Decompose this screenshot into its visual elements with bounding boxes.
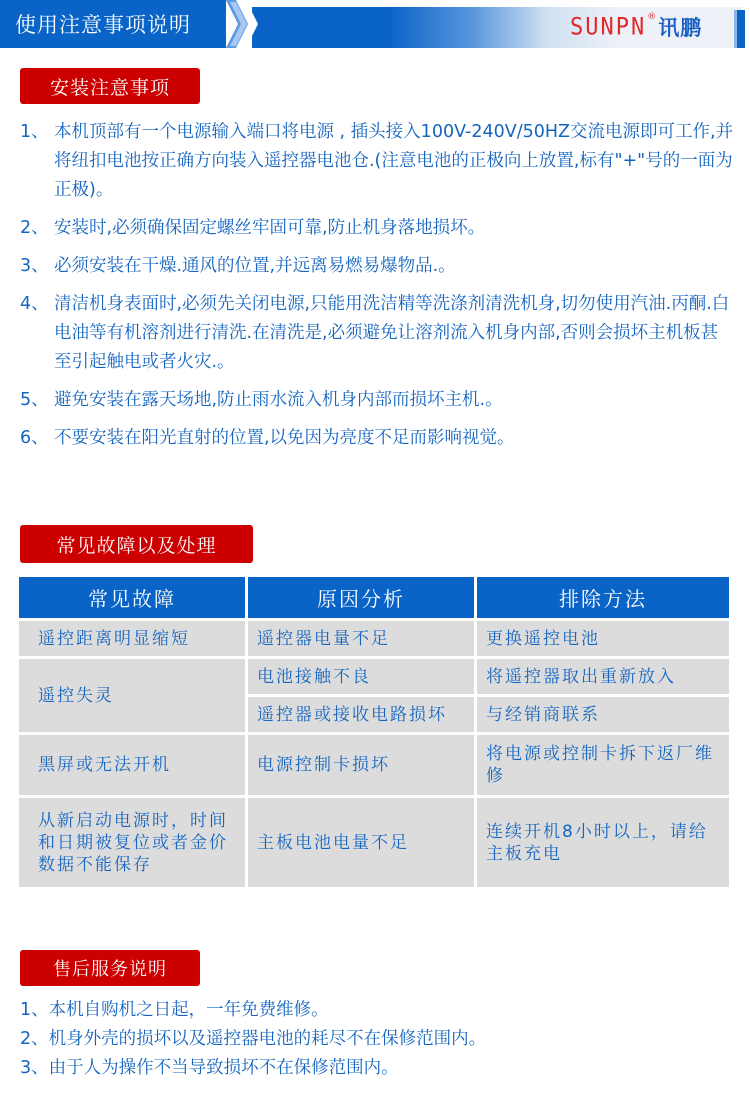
list-item [20,1054,486,1083]
cell-fault: 从新启动电源时，时间和日期被复位或者金价数据不能保存 [19,798,245,887]
cell-fault: 遥控距离明显缩短 [19,621,245,656]
cell-fix: 连续开机8小时以上，请给主板充电 [477,798,729,887]
service-section-heading: 售后服务说明 [20,950,200,986]
column-header-fix: 排除方法 [477,577,729,618]
page-title: 使用注意事项说明 [15,13,191,37]
page-header [0,0,750,50]
table-header-row [19,577,729,618]
logo-sunpn: SUNPN [570,13,647,41]
fault-table [16,574,732,890]
item-text: 本机自购机之日起，一年免费维修。 [48,1000,329,1020]
header-title-block [0,0,226,48]
cell-cause: 主板电池电量不足 [248,798,474,887]
cell-fault: 黑屏或无法开机 [19,735,245,795]
list-item [20,1025,486,1054]
item-number: 1、 [20,1000,49,1020]
item-text: 避免安装在露天场地,防止雨水流入机身内部而损坏主机.。 [54,390,503,410]
brand-logo [570,10,702,44]
double-chevron-icon [214,0,264,50]
column-header-fault: 常见故障 [19,577,245,618]
item-number: 4、 [20,294,49,314]
item-number: 2、 [20,218,49,238]
item-number: 2、 [20,1029,49,1049]
list-item [20,996,486,1025]
item-text: 由于人为操作不当导致损坏不在保修范围内。 [48,1058,399,1078]
cell-fix: 与经销商联系 [477,697,729,732]
table-row [19,798,729,887]
cell-fix: 将遥控器取出重新放入 [477,659,729,694]
list-item [20,424,735,453]
item-text: 安装时,必须确保固定螺丝牢固可靠,防止机身落地损坏。 [54,218,486,238]
cell-fix: 将电源或控制卡拆下返厂维修 [477,735,729,795]
registered-mark: ® [647,12,657,22]
install-list [20,118,735,462]
list-item [20,118,735,205]
item-text: 不要安装在阳光直射的位置,以免因为亮度不足而影响视觉。 [54,428,515,448]
table-row [19,735,729,795]
cell-cause: 电池接触不良 [248,659,474,694]
cell-fix: 更换遥控电池 [477,621,729,656]
cell-cause: 遥控器或接收电路损坏 [248,697,474,732]
list-item [20,290,735,377]
service-list [20,996,486,1083]
item-number: 6、 [20,428,49,448]
list-item [20,214,735,243]
item-number: 3、 [20,1058,49,1078]
faults-section-heading: 常见故障以及处理 [20,525,253,563]
column-header-cause: 原因分析 [248,577,474,618]
item-text: 本机顶部有一个电源输入端口将电源 , 插头接入100V-240V/50HZ交流电源即可工作,并将纽扣电池按正确方向装入遥控器电池仓.(注意电池的正极向上放置,标有"+"号的一面为正极)。 [54,122,734,200]
logo-chinese-name: 讯鹏 [658,16,703,40]
item-number: 5、 [20,390,49,410]
item-text: 清洁机身表面时,必须先关闭电源,只能用洗洁精等洗涤剂清洗机身,切勿使用汽油.丙酮.白电油等有机溶剂进行清洗.在清洗是,必须避免让溶剂流入机身内部,否则会损坏主机板甚至引起触电或者火灾.。 [54,294,730,372]
item-text: 必须安装在干燥.通风的位置,并远离易燃易爆物品.。 [54,256,456,276]
header-accent-bar [737,10,745,48]
item-text: 机身外壳的损坏以及遥控器电池的耗尽不在保修范围内。 [48,1029,487,1049]
list-item [20,386,735,415]
cell-fault: 遥控失灵 [19,659,245,732]
item-number: 3、 [20,256,49,276]
table-row [19,621,729,656]
install-section-heading: 安装注意事项 [20,68,200,104]
list-item [20,252,735,281]
item-number: 1、 [20,122,49,142]
cell-cause: 电源控制卡损坏 [248,735,474,795]
cell-cause: 遥控器电量不足 [248,621,474,656]
table-row [19,659,729,694]
